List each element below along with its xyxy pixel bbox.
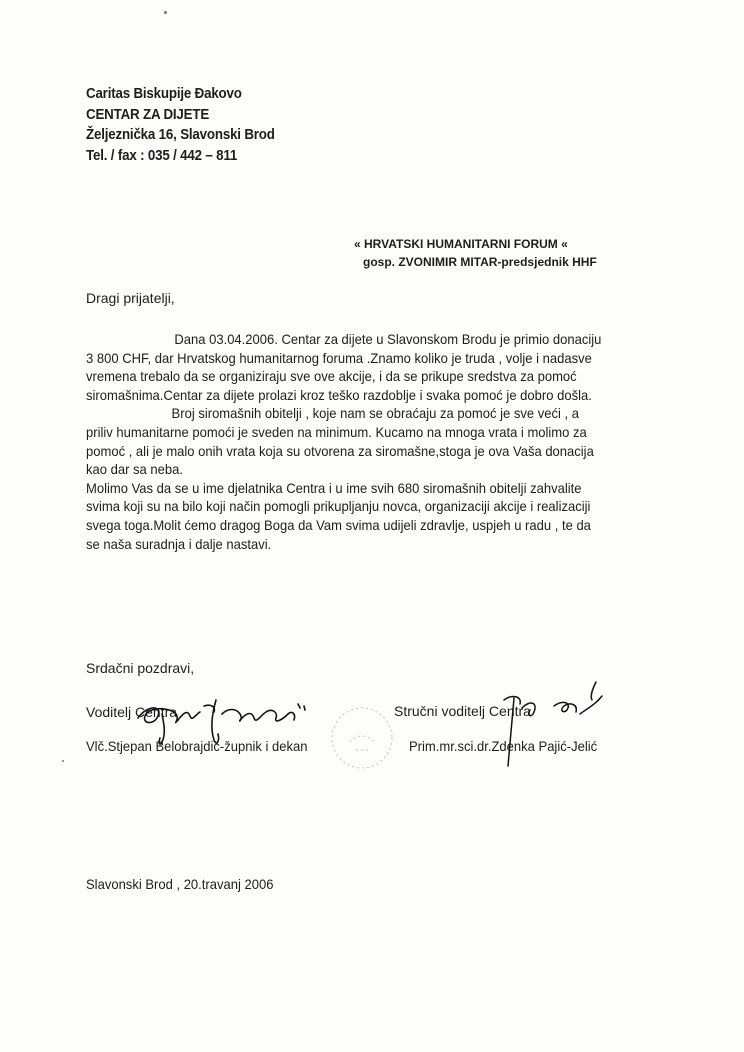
letter-body xyxy=(86,330,644,553)
body-line: 3 800 CHF, dar Hrvatskog humanitarnog foruma .Znamo koliko je truda , volje i nadasve xyxy=(86,349,592,366)
scan-speck xyxy=(164,11,167,14)
body-line: vremena trebalo da se organiziraju sve ove akcije, i da se prikupe sredstva za pomoć xyxy=(86,368,577,385)
sender-phone: Tel. / fax : 035 / 442 – 811 xyxy=(86,147,238,164)
left-signatory-name: Vlč.Stjepan Belobrajdić-župnik i dekan xyxy=(86,738,308,754)
body-line: Dana 03.04.2006. Centar za dijete u Slavonskom Brodu je primio donaciju xyxy=(174,331,602,347)
closing-salutation: Srdačni pozdravi, xyxy=(86,660,195,676)
scan-speck xyxy=(62,760,64,762)
left-signatory-label: Voditelj Centra xyxy=(86,704,178,720)
greeting: Dragi prijatelji, xyxy=(86,290,175,306)
sender-organization: Caritas Biskupije Đakovo xyxy=(86,86,242,102)
sender-address-block xyxy=(86,84,275,166)
body-line: kao dar sa neba. xyxy=(86,461,183,478)
right-signatory-name: Prim.mr.sci.dr.Zdenka Pajić-Jelić xyxy=(409,738,598,754)
recipient-person: gosp. ZVONIMIR MITAR-predsjednik HHF xyxy=(363,255,597,269)
sender-unit: CENTAR ZA DIJETE xyxy=(86,106,210,123)
right-signatory-label: Stručni voditelj Centra xyxy=(394,703,531,719)
body-line: siromašnima.Centar za dijete prolazi kroz teško razdoblje i svaka pomoć je dobro došla. xyxy=(86,386,592,403)
faint-stamp xyxy=(322,694,402,774)
body-line: priliv humanitarne pomoći je sveden na minimum. Kucamo na mnoga vrata i molimo za xyxy=(86,423,587,440)
body-line: se naša suradnja i dalje nastavi. xyxy=(86,535,272,552)
body-line: svega toga.Molit ćemo dragog Boga da Vam svima udijeli zdravlje, uspjeh u radu , te da xyxy=(86,516,591,533)
right-handwritten-signature xyxy=(478,680,608,770)
body-line: svima koji su na bilo koji način pomogli prikupljanju novca, organizaciji akcije i realizaciji xyxy=(86,498,591,515)
recipient-block xyxy=(354,235,597,271)
body-line: pomoć , ali je malo onih vrata koja su otvorena za siromašne,stoga je ova Vaša donacija xyxy=(86,442,594,459)
body-line: Broj siromašnih obitelji , koje nam se obraćaju za pomoć je sve veći , a xyxy=(171,405,579,422)
sender-street: Željeznička 16, Slavonski Brod xyxy=(86,127,275,143)
body-line: Molimo Vas da se u ime djelatnika Centra i u ime svih 680 siromašnih obitelji zahvalite xyxy=(86,479,582,496)
place-and-date: Slavonski Brod , 20.travanj 2006 xyxy=(86,876,274,892)
recipient-organization: « HRVATSKI HUMANITARNI FORUM « xyxy=(354,237,568,251)
